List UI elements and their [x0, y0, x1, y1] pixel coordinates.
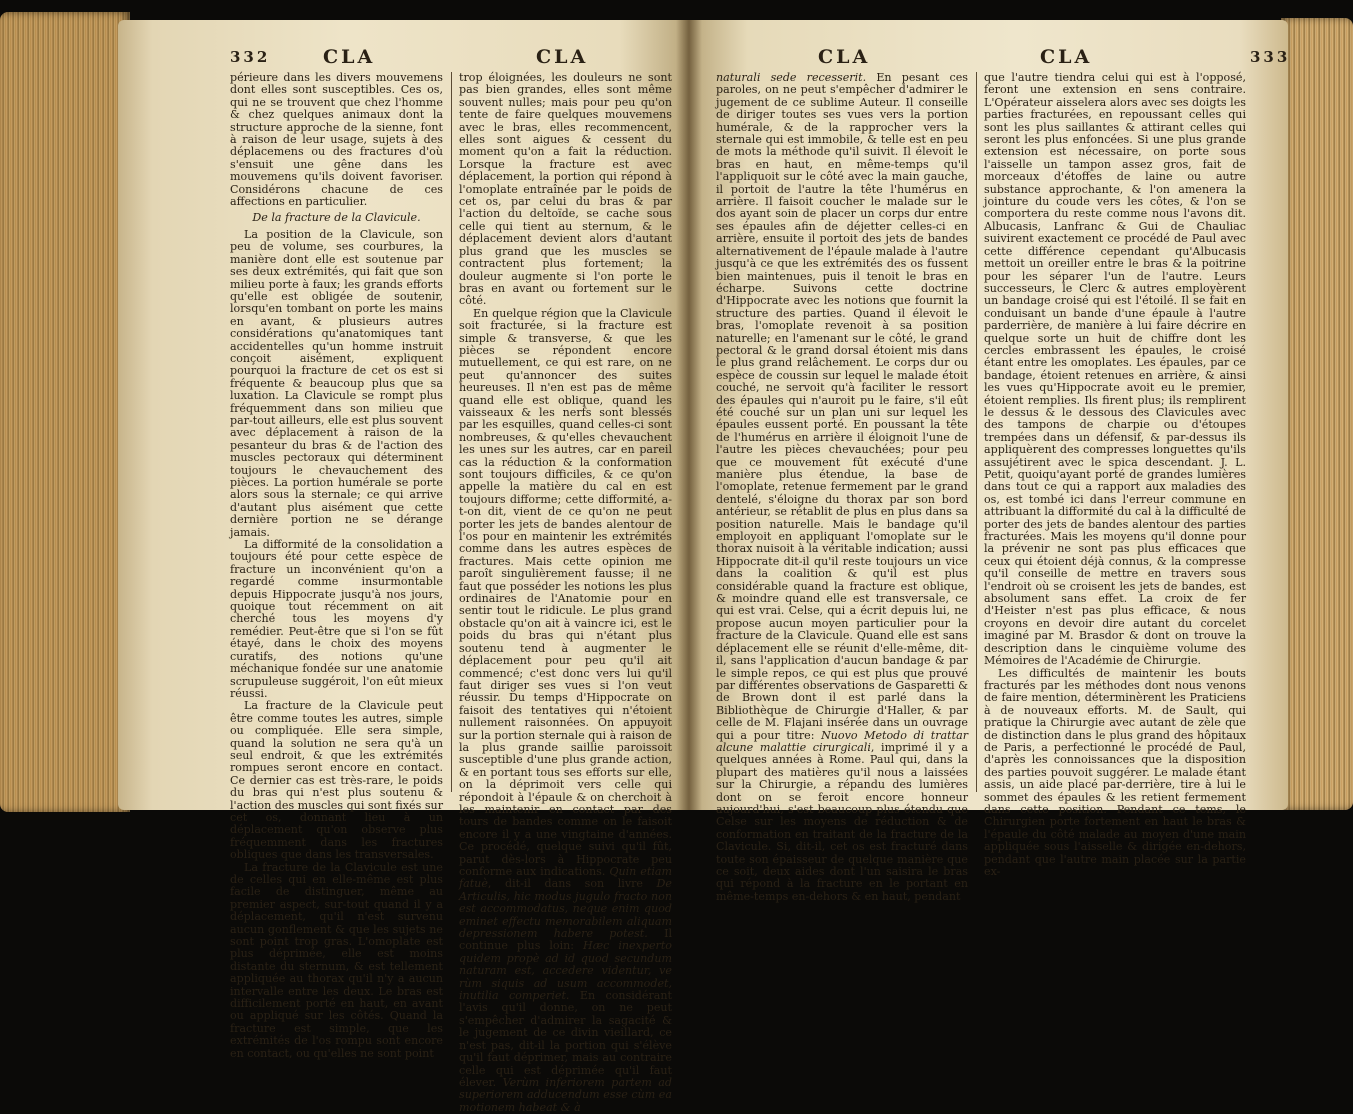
- work-title: Nuovo Metodo di trattar alcune malattie cirurgicali: [716, 728, 968, 754]
- book-gutter: [676, 20, 702, 810]
- text-run: En quelque région que la Clavicule soit fracturée, si la fracture est simple & transverse, & que les pièces se répondent encore mutuellement, ce qui est rare, on ne peut qu'annoncer des suites heureuses. Il n'en est pas de même quand elle est oblique, quand les vaisseaux & les nerfs sont blessés par les esquilles, quand celles-ci sont nombreuses, & qu'elles chevauchent les unes sur les autres, car en pareil cas la réduction & la conformation sont toujours difficiles, & ce qu'on appelle la matière du cal en est toujours difforme; cette difformité, a-t-on dit, vient de ce qu'on ne peut porter les jets de bandes alentour de l'os pour en maintenir les extrémités comme dans les autres espèces de fractures. Mais cette opinion me paroît singulièrement fausse; il ne faut que posséder les notions les plus ordinaires de l'Anatomie pour en sentir tout le ridicule. Le plus grand obstacle qu'on ait à vaincre ici, est le poids du bras qui n'étant plus soutenu tend à augmenter le déplacement pour peu qu'il ait commencé; c'est donc vers lui qu'il faut diriger ses vues si l'on veut réussir. Du temps d'Hippocrate on faisoit des tentatives qui n'étoient nullement raisonnées. On appuyoit sur la portion sternale qui à raison de la plus grande saillie paroissoit susceptible d'une plus grande action, & en portant tous ses efforts sur elle, on la déprimoit vers celle qui répondoit à l'épaule & on cherchoit à les maintenir en contact par des tours de bandes comme on le faisoit encore il y a une vingtaine d'années. Ce procédé, quelque suivi qu'il fût, parut dès-lors à Hippocrate peu conforme aux indications.: [459, 306, 672, 878]
- running-title-right-b: CLA: [1040, 46, 1093, 68]
- left-page-header: [118, 46, 688, 72]
- left-page-column-1: [230, 71, 444, 1060]
- right-page-column-2: [984, 71, 1246, 878]
- running-title-left-b: CLA: [536, 46, 589, 68]
- latin-quote: Verùm inferiorem partem ad superiorem adducendum esse cùm ea motionem habeat & à: [459, 1075, 672, 1114]
- paragraph: Les difficultés de maintenir les bouts fracturés par les méthodes dont nous venons de faire mention, déterminèrent les Praticiens à de nouveaux efforts. M. de Sault, qui pratique la Chirurgie avec autant de zèle que de distinction dans le plus grand des hôpitaux de Paris, a perfectionné le procédé de Paul, d'après les connoissances que la disposition des parties pouvoit suggérer. Le malade étant assis, un aide placé par-derrière, tire à lui le sommet des épaules & les retient fermement dans cette position. Pendant ce tems, le Chirurgien porte fortement en haut le bras & l'épaule du côté malade au moyen d'une main appliquée sous l'aisselle & dirigée en-dehors, pendant que l'autre main placée sur la partie ex-: [984, 666, 1246, 878]
- paragraph: [716, 72, 968, 903]
- section-heading: De la fracture de la Clavicule.: [252, 211, 421, 225]
- latin-quote: Quin etiam fatuè: [459, 865, 673, 891]
- right-page: [688, 20, 1291, 903]
- text-run: Il continue plus loin:: [459, 927, 673, 953]
- page-number-left: 332: [230, 48, 271, 66]
- paragraph: que l'autre tiendra celui qui est à l'opposé, feront une extension en sens contraire. L'Opérateur aisselera alors avec ses doigts les parties fracturées, en repoussant celles qui sont les plus saillantes & attirant celles qui seront les plus enfoncées. Si une plus grande extension est nécessaire, on porte sous l'aisselle un tampon assez gros, fait de morceaux d'étoffes de laine ou autre substance approchante, & l'on amenera la jointure du coude vers les côtes, & l'on se comportera du reste comme nous l'avons dit. Albucasis, Lanfranc & Gui de Chauliac suivirent exactement ce procédé de Paul avec cette différence cependant qu'Albucasis mettoit un oreiller entre le bras & la poitrine pour les séparer l'un de l'autre. Leurs successeurs, le Clerc & autres employèrent un bandage croisé qui est l'étoilé. Il se fait en conduisant un bande d'une épaule à l'autre parderrière, de manière à lui faire décrire en quelque sorte un huit de chiffre dont les cercles embrassent les épaules, le croisé étant entre les omoplates. Les épaules, par ce bandage, étoient retenues en arrière, & ainsi les vues qu'Hippocrate avoit eu le premier, étoient remplies. Ils firent plus; ils remplirent le dessus & le dessous des Clavicules avec des tampons de charpie ou d'étoupes trempées dans un défensif, & par-dessus ils appliquèrent des compresses longuettes qu'ils assujétirent avec le spica descendant. J. L. Petit, quoiqu'ayant porté de grandes lumières dans tout ce qui a rapport aux maladies des os, est tombé ici dans l'erreur commune en attribuant la difformité du cal à la difficulté de porter des jets de bandes alentour des parties fracturées. Mais les moyens qu'il donne pour la prévenir ne sont pas plus efficaces que ceux qui étoient déjà connus, & la compresse qu'il conseille de mettre en travers sous l'endroit où se croisent les jets de bandes, est absolument sans effet. La croix de fer d'Heister n'est pas plus efficace, & nous croyons en devoir dire autant du corcelet imaginé par M. Brasdor & dont on trouve la description dans le cinquième volume des Mémoires de l'Académie de Chirurgie.: [984, 71, 1246, 668]
- paragraph: La difformité de la consolidation a toujours été pour cette espèce de fracture un inconvénient qu'on a regardé comme insurmontable depuis Hippocrate jusqu'à nos jours, quoique tout récemment on ait cherché tous les moyens d'y remédier. Peut-être que si l'on se fût étayé, dans le choix des moyens curatifs, des notions qu'une méchanique fondée sur une anatomie scrupuleuse suggéroit, l'on eût mieux réussi.: [230, 538, 443, 700]
- column-rule: [451, 72, 452, 792]
- left-page-edges: [0, 12, 130, 812]
- text-run: En pesant ces paroles, on ne peut s'empêcher d'admirer le jugement de ce sublime Auteur. Il conseille de diriger toutes ses vues vers la portion humérale, & de la rapprocher vers la sternale qui est immobile, & telle est en peu de mots la méthode qu'il suivit. Il élevoit le bras en haut, en même-temps qu'il l'appliquoit sur le côté avec la main gauche, il portoit de l'autre la tête l'humérus en arrière. Il faisoit coucher le malade sur le dos ayant soin de placer un corps dur entre ses épaules afin de déjetter celles-ci en arrière, ensuite il portoit des jets de bandes alternativement de l'épaule malade à l'autre jusqu'à ce que les extrémités des os fussent bien maintenues, puis il tenoit le bras en écharpe. Suivons cette doctrine d'Hippocrate avec les notions que fournit la structure des parties. Quand il élevoit le bras, l'omoplate revenoit à sa position naturelle; en l'amenant sur le côté, le grand pectoral & le grand dorsal étoient mis dans le plus grand relâchement. Le corps dur ou espèce de coussin sur lequel le malade étoit couché, ne servoit qu'à faciliter le ressort des épaules qui n'auroit pu le faire, s'il eût été couché sur un plan uni sur lequel les épaules eussent porté. En poussant la tête de l'humérus en arrière il éloignoit l'une de l'autre les pièces chevauchées; pour peu que ce mouvement fût exécuté d'une manière plus étendue, la base de l'omoplate, retenue fermement par le grand dentelé, s'éloigne du thorax par son bord antérieur, se rétablit de plus en plus dans sa position naturelle. Mais le bandage qu'il employoit en appliquant l'omoplate sur le thorax nuisoit à la véritable indication; aussi Hippocrate dit-il qu'il reste toujours un vice dans la coalition & qu'il est plus considérable quand la fracture est oblique, & moindre quand elle est transversale, ce qui est vrai. Celse, qui a écrit depuis lui, ne propose aucun moyen particulier pour la fracture de la Clavicule. Quand elle est sans déplacement elle se réunit d'elle-même, dit-il, sans l'application d'aucun bandage & par le simple repos, ce qui est plus que prouvé par différentes observations de Gasparetti & de Brown dont il est parlé dans la Bibliothèque de Chirurgie d'Haller, & par celle de M. Flajani insérée dans un ouvrage qui a pour titre:: [716, 71, 968, 742]
- left-page-column-2: [459, 71, 673, 1114]
- work-title: De Articulis: [459, 877, 672, 903]
- running-title-right-a: CLA: [818, 46, 871, 68]
- latin-quote: naturali sede recesserit.: [716, 71, 867, 84]
- paragraph: trop éloignées, les douleurs ne sont pas bien grandes, elles sont même souvent nulles; mais pour peu qu'on tente de faire quelques mouvemens avec le bras, elles recommencent, elles sont aigues & cessent du moment qu'on a fait la réduction. Lorsque la fracture est avec déplacement, la portion qui répond à l'omoplate entraînée par le poids de cet os, par celui du bras & par l'action du deltoïde, se cache sous celle qui tient au sternum, & le déplacement devient alors d'autant plus grand que les muscles se contractent plus fortement; la douleur augmente si l'on porte le bras en avant ou fortement sur le côté.: [459, 71, 672, 308]
- page-number-right: 333: [1250, 48, 1291, 66]
- right-page-column-1: [716, 71, 968, 903]
- left-page: [118, 20, 688, 1114]
- latin-quote: Hæc inexperto quidem propè ad id quod secundum naturam est, accedere videntur, ve rùm siquis ad usum accommodet, inutilia comperiet.: [459, 939, 672, 1003]
- column-rule: [976, 72, 977, 792]
- paragraph: périeure dans les divers mouvemens dont elles sont susceptibles. Ces os, qui ne se trouvent que chez l'homme & chez quelques animaux dont la structure approche de la sienne, font à raison de leur usage, sujets à des déplacemens ou des fractures d'où s'ensuit une gêne dans les mouvemens qu'ils doivent favoriser. Considérons chacune de ces affections en particulier.: [230, 71, 443, 209]
- latin-quote: , hic modus jugulo fracto non est accommodatus, neque enim quod eminet effectu memorabilem aliquam depressionem habere potest.: [459, 889, 672, 941]
- paragraph: La fracture de la Clavicule est une de celles qui en elle-même est plus facile de distinguer, même au premier aspect, sur-tout quand il y a déplacement, qu'il n'est survenu aucun gonflement & que les sujets ne sont point trop gras. L'omoplate est plus déprimée, elle est moins distante du sternum, & est tellement appliquée au thorax qu'il n'y a aucun intervalle entre les deux. Le bras est difficilement porté en haut, en avant ou appliqué sur les côtés. Quand la fracture est simple, que les extrémités de l'os rompu sont encore en contact, ou qu'elles ne sont point: [230, 860, 443, 1060]
- text-run: , imprimé il y a quelques années à Rome. Paul qui, dans la plupart des matières qu'il nous a laissées sur la Chirurgie, a répandu des lumières dont on se feroit encore honneur aujourd'hui, s'est beaucoup plus étendu que Celse sur les moyens de réduction & de conformation en traitant de la fracture de la Clavicule. Si, dit-il, cet os est fracturé dans toute son épaisseur de quelque manière que ce soit, deux aides dont l'un saisira le bras qui répond à la fracture en le portant en même-temps en-dehors & en haut, pendant: [716, 740, 968, 903]
- text-run: En considérant l'avis qu'il donne, on ne peut s'empêcher d'admirer la sagacité & le jugement de ce divin vieillard, ce n'est pas, dit-il la portion qui s'élève qu'il faut déprimer, mais au contraire celle qui est déprimée qu'il faut élever.: [459, 989, 672, 1089]
- paragraph: [459, 308, 672, 1114]
- text-run: , dit-il dans son livre: [487, 877, 643, 891]
- right-page-header: [688, 46, 1291, 72]
- paragraph: La position de la Clavicule, son peu de volume, ses courbures, la manière dont elle est soutenue par ses deux extrémités, qui fait que son milieu porte à faux; les grands efforts qu'elle est obligée de soutenir, lorsqu'en tombant on porte les mains en avant, & plusieurs autres considérations qu'anatomiques tant accidentelles qu'un homme instruit conçoit aisément, expliquent pourquoi la fracture de cet os est si fréquente & beaucoup plus que sa luxation. La Clavicule se rompt plus fréquemment dans son milieu que par-tout ailleurs, elle est plus souvent avec déplacement à raison de la pesanteur du bras & de l'action des muscles pectoraux qui déterminent toujours le chevauchement des pièces. La portion humérale se porte alors sous la sternale; ce qui arrive d'autant plus aisément que cette dernière portion ne se dérange jamais.: [230, 227, 444, 539]
- right-page-edges: [1281, 18, 1353, 810]
- paragraph: La fracture de la Clavicule peut être comme toutes les autres, simple ou compliquée. Elle sera simple, quand la solution ne sera qu'à un seul endroit, & que les extrémités rompues seront encore en contact. Ce dernier cas est très-rare, le poids du bras qui n'est plus soutenu & l'action des muscles qui sont fixés sur cet os, donnant lieu à un déplacement qu'on observe plus fréquemment dans les fractures obliques que dans les transversales.: [230, 699, 443, 862]
- running-title-left-a: CLA: [323, 46, 376, 68]
